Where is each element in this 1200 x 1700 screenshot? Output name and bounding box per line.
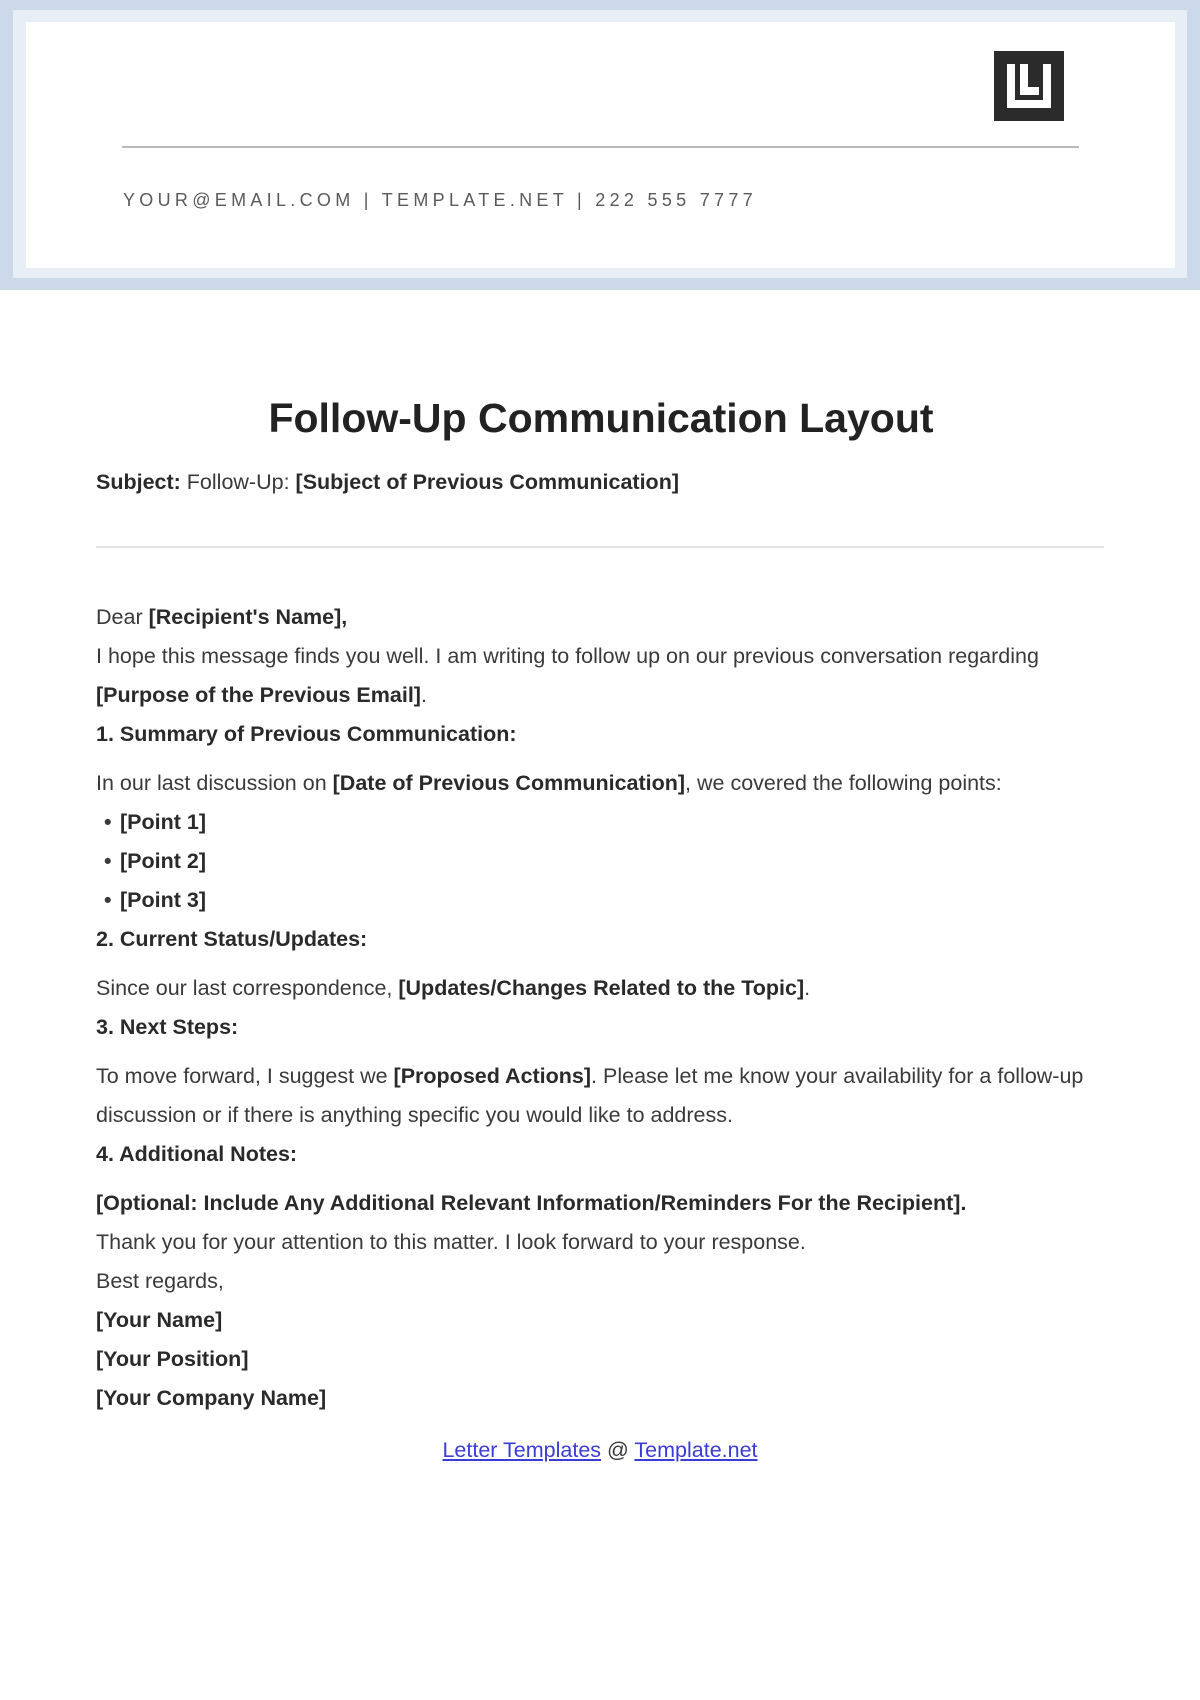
section2-text-end: . [804, 976, 811, 1000]
section-divider [96, 546, 1104, 548]
section1-placeholder: [Date of Previous Communication] [332, 771, 686, 795]
section3-placeholder: [Proposed Actions] [393, 1064, 592, 1088]
section3-text-end: . Please let me know your availability for a follow-up discussion or if there is anything specific you would like to address. [96, 1064, 1084, 1127]
section4-placeholder: [Optional: Include Any Additional Relevant Information/Reminders For the Recipient]. [96, 1191, 967, 1215]
section1-paragraph [96, 764, 1106, 803]
intro-text: I hope this message finds you well. I am writing to follow up on our previous conversation regarding [96, 644, 1039, 668]
section2-heading: 2. Current Status/Updates: [96, 927, 368, 951]
points-list [96, 803, 1106, 920]
signature-position [96, 1340, 1106, 1379]
section2-paragraph [96, 969, 1106, 1008]
section3-heading: 3. Next Steps: [96, 1015, 239, 1039]
subject-line [96, 462, 1106, 502]
greeting-line [96, 598, 1106, 637]
header-rule [122, 146, 1079, 148]
section1-heading: 1. Summary of Previous Communication: [96, 722, 517, 746]
section3-paragraph [96, 1057, 1106, 1135]
footer-links [0, 1438, 1200, 1463]
list-item [96, 842, 1106, 881]
intro-placeholder: [Purpose of the Previous Email] [96, 683, 421, 707]
your-position: [Your Position] [96, 1347, 249, 1371]
subject-placeholder: [Subject of Previous Communication] [295, 470, 679, 494]
header-frame [0, 0, 1200, 290]
bullet-dot: • [104, 888, 112, 912]
signature-name [96, 1301, 1106, 1340]
page-title: Follow-Up Communication Layout [268, 395, 934, 441]
section2-text-start: Since our last correspondence, [96, 976, 399, 1000]
bullet-dot: • [104, 849, 112, 873]
signature-company [96, 1379, 1106, 1418]
section3-text-start: To move forward, I suggest we [96, 1064, 394, 1088]
your-name: [Your Name] [96, 1308, 223, 1332]
template-logo-icon [994, 51, 1064, 121]
bullet-dot: • [104, 810, 112, 834]
section4-heading: 4. Additional Notes: [96, 1142, 298, 1166]
section4-paragraph [96, 1184, 1106, 1223]
point-text: [Point 1] [120, 810, 206, 834]
section1-text-start: In our last discussion on [96, 771, 333, 795]
intro-paragraph [96, 637, 1106, 715]
point-text: [Point 3] [120, 888, 206, 912]
intro-end: . [420, 683, 427, 707]
sign-off: Best regards, [96, 1269, 224, 1293]
point-text: [Point 2] [120, 849, 206, 873]
greeting-text: Dear [96, 605, 149, 629]
your-company: [Your Company Name] [96, 1386, 327, 1410]
contact-line: YOUR@EMAIL.COM | TEMPLATE.NET | 222 555 7777 [123, 190, 757, 210]
letter-body [96, 390, 1106, 1418]
section1-text-end: , we covered the following points: [685, 771, 1002, 795]
list-item [96, 881, 1106, 920]
footer-separator: @ [601, 1438, 635, 1462]
letter-templates-link[interactable]: Letter Templates [442, 1438, 602, 1462]
subject-prefix: Follow-Up: [180, 470, 296, 494]
closing-text: Thank you for your attention to this matter. I look forward to your response. [96, 1230, 806, 1254]
subject-label: Subject: [96, 470, 181, 494]
list-item [96, 803, 1106, 842]
template-net-link[interactable]: Template.net [634, 1438, 758, 1462]
section2-placeholder: [Updates/Changes Related to the Topic] [398, 976, 805, 1000]
recipient-placeholder: [Recipient's Name], [148, 605, 348, 629]
